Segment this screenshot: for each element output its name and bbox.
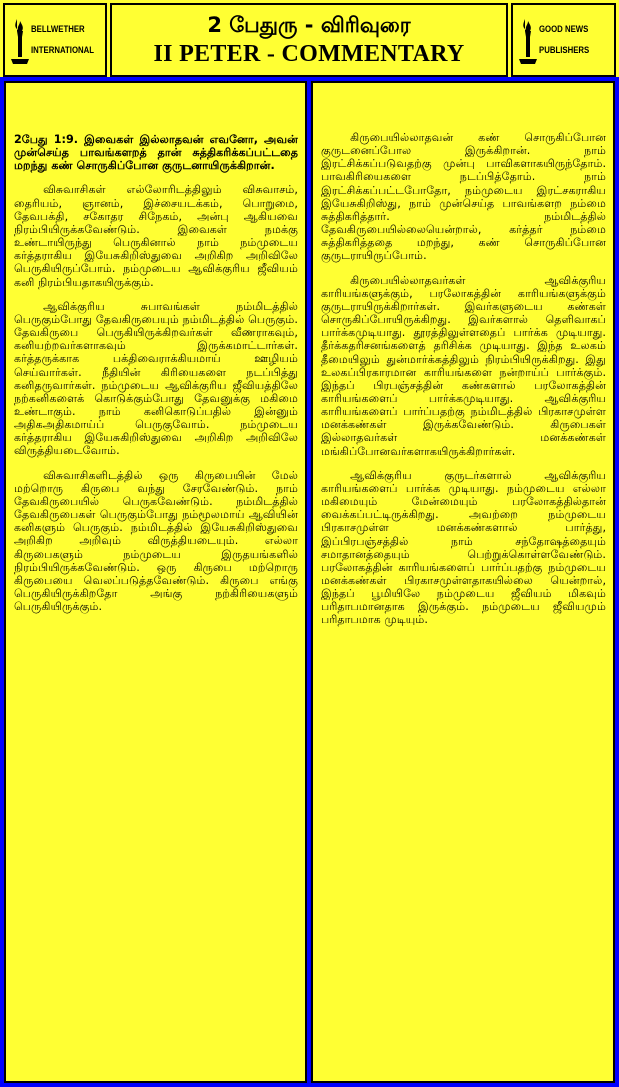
torch-icon xyxy=(517,17,539,65)
good-news-logo xyxy=(517,15,613,67)
left-logo-box xyxy=(3,3,107,77)
right-logo-box xyxy=(511,3,616,77)
title-box xyxy=(110,3,508,77)
verse-heading: 2பேது 1:9. இவைகள் இல்லாதவன் எவனோ, அவன் முன்செய்த பாவங்களறத் தான் சுத்திகரிக்கப்பட்டதை மறந்து கண் சொருகிப்போன குருடனாயிருக்கிறான். xyxy=(14,133,298,173)
right-logo-line1: GOOD NEWS xyxy=(539,24,589,35)
left-column xyxy=(4,81,307,1083)
right-column-text xyxy=(321,131,606,638)
paragraph: ஆவிக்குரிய சுபாவங்கள் நம்மிடத்தில் பெருகும்போது தேவகிருபையும் நம்மிடத்தில் பெருகும். தேவகிருபை பெருகியிருக்கிறவர்கள் வீணராகவும், கனியற்றவர்களாகவும் இருக்கமாட்டார்கள். கர்த்தருக்காக பக்திவைராக்கியமாய் ஊழியம் செய்வார்கள். நீதியின் கிரியைகளை நடப்பித்து கனிதருவார்கள். நம்முடைய ஆவிக்குரிய ஜீவியத்திலே நற்கனிகளைக் கொடுக்கும்போது தேவனுக்கு மகிமை உண்டாகும். நாம் கனிகொடுப்பதில் இன்னும் அதிகஅதிகமாய்ப் பெருகுவோம். நம்முடைய கர்த்தராகிய இயேசுகிறிஸ்துவை அறிகிற அறிவிலே விருத்தியடைவோம். xyxy=(14,299,298,458)
right-column xyxy=(311,81,615,1083)
bellwether-logo xyxy=(9,15,105,67)
page-title-english: II PETER - COMMENTARY xyxy=(153,41,465,67)
paragraph: விசுவாசிகளிடத்தில் ஒரு கிருபையின் மேல் மற்றொரு கிருபை வந்து சேரவேண்டும். நாம் தேவகிருபையில் பெருகவேண்டும். நம்மிடத்தில் தேவகிருபைகள் பெருகும்போது நம்மூலமாய் ஆவியின் கனிகளும் பெருகும். நம்மிடத்தில் இயேசுகிறிஸ்துவை அறிகிற அறிவும் விருத்தியடையும். எல்லா கிருபைகளும் நம்முடைய இருதயங்களில் நிரம்பியிருக்கவேண்டும். ஒரு கிருபை மற்றொரு கிருபையை வெலப்படுத்தவேண்டும். கிருபை எங்கு பெருகியிருக்கிறதோ அங்கு நற்கிரியைகளும் பெருகியிருக்கும். xyxy=(14,468,298,614)
torch-icon xyxy=(9,17,31,65)
left-column-text xyxy=(14,133,298,624)
right-logo-line2: PUBLISHERS xyxy=(539,45,590,56)
page-title-tamil: 2 பேதுரு - விரிவுரை xyxy=(207,13,411,37)
paragraph: ஆவிக்குரிய குருடர்களால் ஆவிக்குரிய காரியங்களைப் பார்க்க முடியாது. நம்முடைய எல்லா மகிமையும் மேன்மையும் பரலோகத்தில்தான் வைக்கப்பட்டிருக்கிறது. அவற்றை நம்முடைய பிரகாசமுள்ள மனக்கண்களால் பார்த்து, இப்பிரபஞ்சத்தில் நாம் சந்தோஷத்தையும் சமாதானத்தையும் பெற்றுக்கொள்ளவேண்டும். பரலோகத்தின் காரியங்களைப் பார்ப்பதற்கு நம்முடைய மனக்கண்கள் பிரகாசமுள்ளதாகயில்லை யென்றால், இந்தப் பூமியிலே நம்முடைய ஜீவியம் மிகவும் பரிதாபமானதாக இருக்கும். நம்முடைய ஜீவியமும் பரிதாபமாக முடியும். xyxy=(321,468,606,627)
content-frame xyxy=(0,77,619,1087)
left-logo-line2: INTERNATIONAL xyxy=(31,45,95,56)
paragraph: கிருபையில்லாதவன் கண் சொருகிப்போன குருடனைப்போல இருக்கிறான். நாம் இரட்சிக்கப்படுவதற்கு முன்பு பாவிகளாகயிருந்தோம். பாவகிரியைகளை நடப்பித்தோம். நாம் இரட்சிக்கப்பட்டபோதோ, நம்முடைய இரட்சகராகிய இயேசுகிறிஸ்து, நாம் முன்செய்த பாவங்களற நம்மை சுத்திகரித்தார். நம்மிடத்தில் தேவகிருபையில்லையென்றால், கர்த்தர் நம்மை சுத்திகரித்ததை மறந்து, கண் சொருகிப்போன குருடராயிருப்போம். xyxy=(321,131,606,263)
left-logo-line1: BELLWETHER xyxy=(31,24,85,35)
page-header xyxy=(3,3,616,77)
paragraph: கிருபையில்லாதவர்கள் ஆவிக்குரிய காரியங்களுக்கும், பரலோகத்தின் காரியங்களுக்கும் குருடராயிருக்கிறார்கள். இவர்களுடைய கண்கள் சொருகிப்போயிருக்கிறது. இவர்களால் தெளிவாகப் பார்க்கமுடியாது. தூரத்திலுள்ளதைப் பார்க்க முடியாது. தீர்க்கதரிசனங்களைத் தரிசிக்க முடியாது. இந்த உலகம் தீமையிலும் துன்மார்க்கத்திலும் நிரம்பியிருக்கிறது. இது உலகப்பிரகாரமான காரியங்களை நன்றாய்ப் பார்க்கும். இந்தப் பிரபஞ்சத்தின் கண்களால் பரலோகத்தின் காரியங்களைப் பார்க்கமுடியாது. ஆவிக்குரிய காரியங்களைப் பார்ப்பதற்கு நம்மிடத்தில் பிரகாசமுள்ள மனக்கண்கள் இருக்கவேண்டும். கிருபைகள் இல்லாதவர்கள் மனக்கண்கள் மங்கிப்போனவர்களாகயிருக்கிறார்கள். xyxy=(321,273,606,458)
paragraph: விசுவாசிகள் எல்லோரிடத்திலும் விசுவாசம், தைரியம், ஞானம், இச்சையடக்கம், பொறுமை, தேவபக்தி, சகோதர சிநேகம், அன்பு ஆகியவை நிரம்பியிருக்கவேண்டும். இவைகள் நமக்கு உண்டாயிருந்து பெருகினால் நாம் நம்முடைய கர்த்தராகிய இயேசுகிறிஸ்துவை அறிகிற அறிவிலே பெருகியிருப்போம். நம்முடைய ஆவிக்குரிய ஜீவியம் கனி நிரம்பியதாகயிருக்கும். xyxy=(14,183,298,289)
